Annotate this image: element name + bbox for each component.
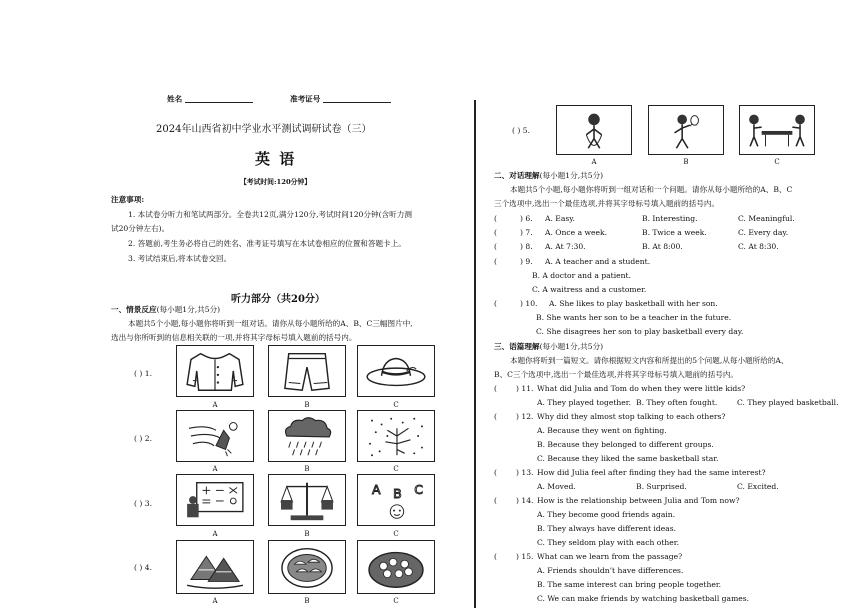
- section2-heading: [494, 172, 603, 180]
- q13-option-a[interactable]: A. Moved.: [537, 482, 576, 491]
- exam-id-blank[interactable]: [323, 95, 391, 103]
- q3-label-b: B: [304, 530, 310, 538]
- q11-option-c[interactable]: C. They played basketball.: [737, 398, 839, 407]
- section1-score: (每小题1分,共5分): [156, 305, 221, 314]
- svg-text:A: A: [371, 482, 381, 498]
- q14-paren[interactable]: (: [494, 496, 497, 505]
- windy-icon: [177, 411, 253, 461]
- q11-option-a[interactable]: A. They played together.: [537, 398, 631, 407]
- name-label: 姓名: [167, 94, 183, 104]
- tennis-player-icon: [649, 106, 723, 154]
- q10-option-a[interactable]: A. She likes to play basketball with her son.: [549, 299, 718, 308]
- q2-label-b: B: [304, 465, 310, 473]
- jump-rope-icon: [557, 106, 631, 154]
- q12-question: Why did they almost stop talking to each others?: [537, 412, 726, 421]
- q6-number: ) 6.: [520, 214, 533, 223]
- q9-option-b[interactable]: B. A doctor and a patient.: [532, 271, 632, 280]
- math-board-icon: [177, 475, 253, 525]
- q12-option-a[interactable]: A. Because they went on fighting.: [537, 426, 667, 435]
- q8-option-b[interactable]: B. At 8:00.: [642, 242, 683, 251]
- q5-number[interactable]: ( ) 5.: [512, 126, 530, 135]
- q14-option-c[interactable]: C. They seldom play with each other.: [537, 538, 679, 547]
- q6-option-c[interactable]: C. Meaningful.: [738, 214, 795, 223]
- q13-number: ) 13.: [516, 468, 534, 477]
- q5-option-c-picture[interactable]: [739, 105, 815, 155]
- exam-id-field: [290, 95, 391, 103]
- section2-desc-1: 本题共5个小题,每小题你将听到一组对话和一个问题。请你从每小题所给的A、B、C: [510, 185, 793, 194]
- q5-label-c: C: [774, 158, 780, 166]
- section1-desc-2: 选出与你所听到的信息相关联的一项,并将其字母标号填入题前的括号内。: [111, 333, 357, 342]
- section3-desc-1: 本题你将听到一篇短文。请你根据短文内容和所提出的5个问题,从每小题所给的A、: [510, 356, 789, 365]
- q2-label-a: A: [212, 465, 218, 473]
- q9-option-a[interactable]: A. A teacher and a student.: [545, 257, 651, 266]
- q4-label-a: A: [212, 597, 218, 605]
- dumplings-icon: [269, 541, 345, 593]
- q13-option-c[interactable]: C. Excited.: [737, 482, 779, 491]
- q7-option-b[interactable]: B. Twice a week.: [642, 228, 707, 237]
- q15-option-a[interactable]: A. Friends shouldn’t have differences.: [537, 566, 684, 575]
- q3-label-c: C: [393, 530, 399, 538]
- q12-number: ) 12.: [516, 412, 534, 421]
- q10-option-b[interactable]: B. She wants her son to be a teacher in the future.: [536, 313, 732, 322]
- q4-option-a-picture[interactable]: [176, 540, 254, 594]
- q12-option-c[interactable]: C. Because they liked the same basketball star.: [537, 454, 719, 463]
- exam-title: 2024年山西省初中学业水平测试调研试卷（三）: [156, 124, 372, 135]
- tangyuan-icon: [358, 541, 434, 593]
- section2-desc-2: 三个选项中,选出一个最佳选项,并将其字母标号填入题前的括号内。: [494, 199, 720, 208]
- q3-number[interactable]: ( ) 3.: [134, 499, 152, 508]
- shorts-icon: [269, 346, 345, 396]
- section2-title: 二、对话理解: [494, 171, 540, 180]
- q12-paren[interactable]: (: [494, 412, 497, 421]
- jacket-icon: [177, 346, 253, 396]
- q8-number: ) 8.: [520, 242, 533, 251]
- q5-label-a: A: [591, 158, 597, 166]
- snowy-icon: [358, 411, 434, 461]
- q13-question: How did Julia feel after finding they had the same interest?: [537, 468, 766, 477]
- q11-question: What did Julia and Tom do when they were little kids?: [537, 384, 746, 393]
- q8-option-a[interactable]: A. At 7:30.: [545, 242, 586, 251]
- q15-option-b[interactable]: B. The same interest can bring people together.: [537, 580, 722, 589]
- section1-title: 一、情景反应: [111, 305, 157, 314]
- zongzi-icon: [177, 541, 253, 593]
- name-blank[interactable]: [185, 95, 253, 103]
- q6-paren[interactable]: (: [494, 214, 497, 223]
- q6-option-a[interactable]: A. Easy.: [545, 214, 575, 223]
- q5-label-b: B: [683, 158, 689, 166]
- section3-title: 三、语篇理解: [494, 342, 540, 351]
- q14-number: ) 14.: [516, 496, 534, 505]
- q1-option-a-picture[interactable]: [176, 345, 254, 397]
- q13-option-b[interactable]: B. Surprised.: [636, 482, 687, 491]
- q6-option-b[interactable]: B. Interesting.: [642, 214, 698, 223]
- q1-option-b-picture[interactable]: [268, 345, 346, 397]
- q14-option-b[interactable]: B. They always have different ideas.: [537, 524, 677, 533]
- q2-number[interactable]: ( ) 2.: [134, 434, 152, 443]
- name-field: [167, 95, 253, 103]
- q10-option-c[interactable]: C. She disagrees her son to play basketball every day.: [536, 327, 744, 336]
- q1-label-c: C: [393, 401, 399, 409]
- notice-line-2: 试20分钟左右)。: [111, 224, 170, 233]
- sun-hat-icon: [358, 346, 434, 396]
- rainy-cloud-icon: [269, 411, 345, 461]
- q1-option-c-picture[interactable]: [357, 345, 435, 397]
- notice-line-1: 1. 本试卷分听力和笔试两部分。全卷共12页,满分120分,考试时间120分钟(含听力测: [128, 210, 412, 219]
- q7-number: ) 7.: [520, 228, 533, 237]
- q15-paren[interactable]: (: [494, 552, 497, 561]
- section1-desc-1: 本题共5个小题,每小题你将听到一组对话。请你从每小题所给的A、B、C三幅图片中,: [128, 319, 413, 328]
- section1-heading: [111, 306, 220, 314]
- q13-paren[interactable]: (: [494, 468, 497, 477]
- q15-question: What can we learn from the passage?: [537, 552, 683, 561]
- q3-option-c-picture[interactable]: [357, 474, 435, 526]
- q7-option-c[interactable]: C. Every day.: [738, 228, 789, 237]
- q10-number: ) 10.: [520, 299, 538, 308]
- notice-line-3: 2. 答题前,考生务必将自己的姓名、准考证号填写在本试卷相应的位置和答题卡上。: [128, 239, 406, 248]
- q2-option-b-picture[interactable]: [268, 410, 346, 462]
- section3-heading: [494, 343, 603, 351]
- time-note: 【考试时间:120分钟】: [240, 178, 312, 186]
- q8-option-c[interactable]: C. At 8:30.: [738, 242, 779, 251]
- section3-desc-2: B、C三个选项中,选出一个最佳选项,并将其字母标号填入题前的括号内。: [494, 370, 739, 379]
- q11-option-b[interactable]: B. They often fought.: [636, 398, 718, 407]
- q9-paren[interactable]: (: [494, 257, 497, 266]
- q10-paren[interactable]: (: [494, 299, 497, 308]
- notice-line-4: 3. 考试结束后,将本试卷交回。: [128, 254, 232, 263]
- section2-score: (每小题1分,共5分): [539, 171, 604, 180]
- q3-option-a-picture[interactable]: [176, 474, 254, 526]
- q11-number: ) 11.: [516, 384, 534, 393]
- svg-text:C: C: [414, 482, 424, 498]
- svg-text:B: B: [393, 486, 402, 502]
- q8-paren[interactable]: (: [494, 242, 497, 251]
- balance-scale-icon: [269, 475, 345, 525]
- subject-title: 英 语: [255, 150, 297, 168]
- q2-label-c: C: [393, 465, 399, 473]
- notice-title: 注意事项:: [111, 195, 145, 204]
- q15-number: ) 15.: [516, 552, 534, 561]
- q4-option-c-picture[interactable]: [357, 540, 435, 594]
- q7-paren[interactable]: (: [494, 228, 497, 237]
- q9-number: ) 9.: [520, 257, 533, 266]
- q4-number[interactable]: ( ) 4.: [134, 563, 152, 572]
- exam-id-label: 准考证号: [290, 94, 321, 104]
- q1-label-a: A: [212, 401, 218, 409]
- q4-label-c: C: [393, 597, 399, 605]
- q5-option-b-picture[interactable]: [648, 105, 724, 155]
- q15-option-c[interactable]: C. We can make friends by watching basketball games.: [537, 594, 750, 603]
- q3-option-b-picture[interactable]: [268, 474, 346, 526]
- q14-option-a[interactable]: A. They become good friends again.: [537, 510, 676, 519]
- q14-question: How is the relationship between Julia and Tom now?: [537, 496, 740, 505]
- ping-pong-icon: [740, 106, 814, 154]
- q1-label-b: B: [304, 401, 310, 409]
- q12-option-b[interactable]: B. Because they belonged to different groups.: [537, 440, 714, 449]
- q9-option-c[interactable]: C. A waitress and a customer.: [532, 285, 647, 294]
- q7-option-a[interactable]: A. Once a week.: [545, 228, 608, 237]
- q2-option-a-picture[interactable]: [176, 410, 254, 462]
- abc-letters-icon: [358, 475, 434, 525]
- section3-score: (每小题1分,共5分): [539, 342, 604, 351]
- q4-label-b: B: [304, 597, 310, 605]
- q11-paren[interactable]: (: [494, 384, 497, 393]
- q2-option-c-picture[interactable]: [357, 410, 435, 462]
- q1-number[interactable]: ( ) 1.: [134, 369, 152, 378]
- q4-option-b-picture[interactable]: [268, 540, 346, 594]
- q5-option-a-picture[interactable]: [556, 105, 632, 155]
- q3-label-a: A: [212, 530, 218, 538]
- column-divider: [474, 100, 476, 608]
- listening-title: 听力部分（共20分）: [231, 294, 325, 305]
